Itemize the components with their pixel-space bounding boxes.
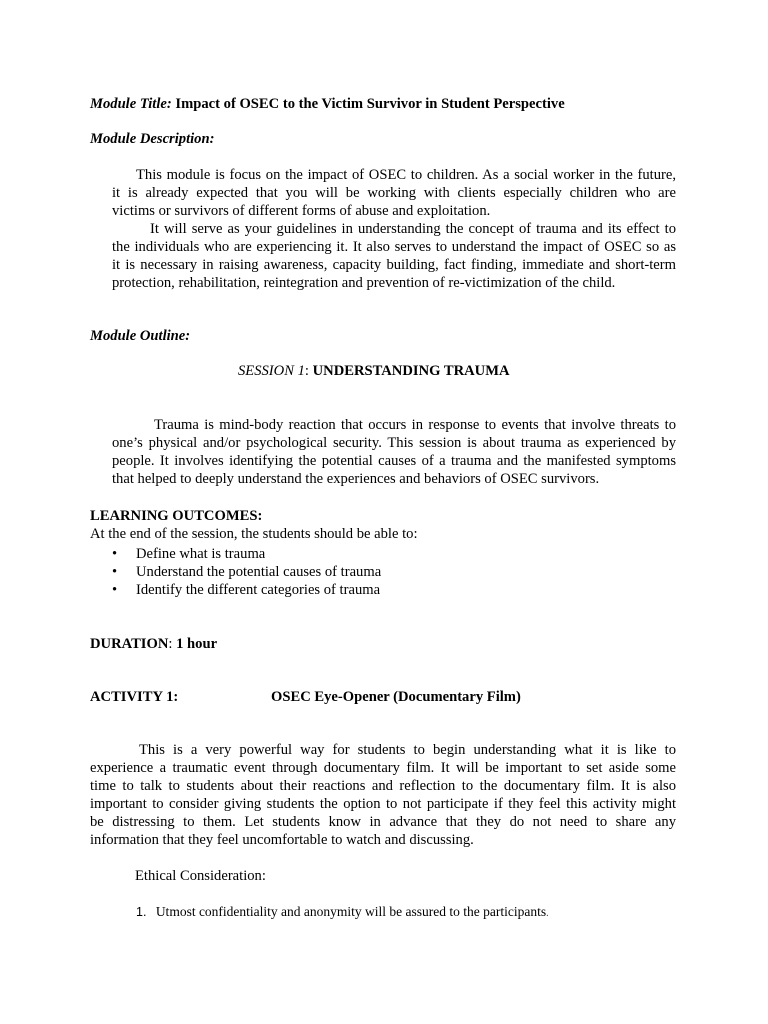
session-intro-line-4: that helped to deeply understand the experiences and behaviors of OSEC survivors.	[112, 471, 600, 487]
description-p2-line-3: it is necessary in raising awareness, capacity building, fact finding, immediate and short-term	[112, 257, 676, 273]
description-p1-line-1: This module is focus on the impact of OSEC to children. As a social worker in the future,	[136, 167, 676, 183]
learning-outcomes-heading: LEARNING OUTCOMES:	[90, 508, 263, 524]
learning-outcome-item: Understand the potential causes of trauma	[136, 564, 382, 580]
session-intro-line-1: Trauma is mind-body reaction that occurs in response to events that involve threats to	[154, 417, 676, 433]
activity-body-paragraph	[90, 741, 676, 849]
ethical-item-marker: 1.	[136, 905, 147, 919]
activity-body-line-4: important to consider giving students the option to not participate if they feel this activity might	[90, 796, 676, 812]
activity-title: OSEC Eye-Opener (Documentary Film)	[271, 689, 521, 705]
duration-separator: :	[168, 636, 173, 652]
duration-label: DURATION	[90, 636, 169, 652]
bullet-glyph: •	[112, 564, 118, 580]
activity-label: ACTIVITY 1:	[90, 689, 179, 705]
module-title-line	[90, 95, 565, 113]
module-outline-label: Module Outline:	[90, 328, 191, 344]
ethical-item-trail: .	[546, 908, 549, 919]
activity-body-line-6: information that they feel uncomfortable to watch and discussing.	[90, 832, 474, 848]
module-description-paragraph-2	[112, 220, 676, 292]
learning-outcome-item: Define what is trauma	[136, 546, 266, 562]
duration-value: 1 hour	[176, 636, 218, 652]
session-intro-paragraph	[112, 416, 676, 488]
learning-outcomes-lead: At the end of the session, the students should be able to:	[90, 526, 418, 542]
activity-body-line-3: time to talk to students about their reactions and reflection to the documentary film. It is also	[90, 778, 676, 794]
session-title: UNDERSTANDING TRAUMA	[312, 363, 510, 379]
session-intro-line-2: one’s physical and/or psychological security. This session is about trauma as experienced by	[112, 435, 676, 451]
description-p1-line-3: victims or survivors of different forms of abuse and exploitation.	[112, 203, 491, 219]
session-separator: :	[304, 363, 309, 379]
session-label: SESSION 1	[238, 363, 305, 379]
activity-body-line-2: experience a traumatic event through documentary film. It will be important to set aside some	[90, 760, 676, 776]
description-p1-line-2: it is already expected that you will be working with clients especially children who are	[112, 185, 676, 201]
module-title-label: Module Title:	[90, 96, 172, 112]
session-intro-line-3: people. It involves identifying the potential causes of a trauma and the manifested symptoms	[112, 453, 676, 469]
description-p2-line-4: protection, rehabilitation, reintegration and prevention of re-victimization of the child.	[112, 275, 616, 291]
learning-outcome-item: Identify the different categories of trauma	[136, 582, 381, 598]
ethical-consideration-item	[136, 903, 549, 923]
module-title-value: Impact of OSEC to the Victim Survivor in Student Perspective	[175, 96, 565, 112]
bullet-glyph: •	[112, 582, 118, 598]
activity-body-line-5: be distressing to them. Let students know in advance that they do not need to share any	[90, 814, 676, 830]
description-p2-line-1: It will serve as your guidelines in understanding the concept of trauma and its effect to	[150, 221, 676, 237]
module-description-label: Module Description:	[90, 131, 215, 147]
duration-line	[90, 635, 217, 653]
ethical-item-text: Utmost confidentiality and anonymity will be assured to the participants	[155, 904, 547, 919]
session-heading	[238, 362, 510, 380]
ethical-consideration-heading: Ethical Consideration:	[135, 868, 266, 884]
activity-body-line-1: This is a very powerful way for students to begin understanding what it is like to	[139, 742, 676, 758]
bullet-glyph: •	[112, 546, 118, 562]
description-p2-line-2: the individuals who are experiencing it. It also serves to understand the impact of OSEC so as	[112, 239, 676, 255]
module-description-paragraph-1	[112, 166, 676, 220]
